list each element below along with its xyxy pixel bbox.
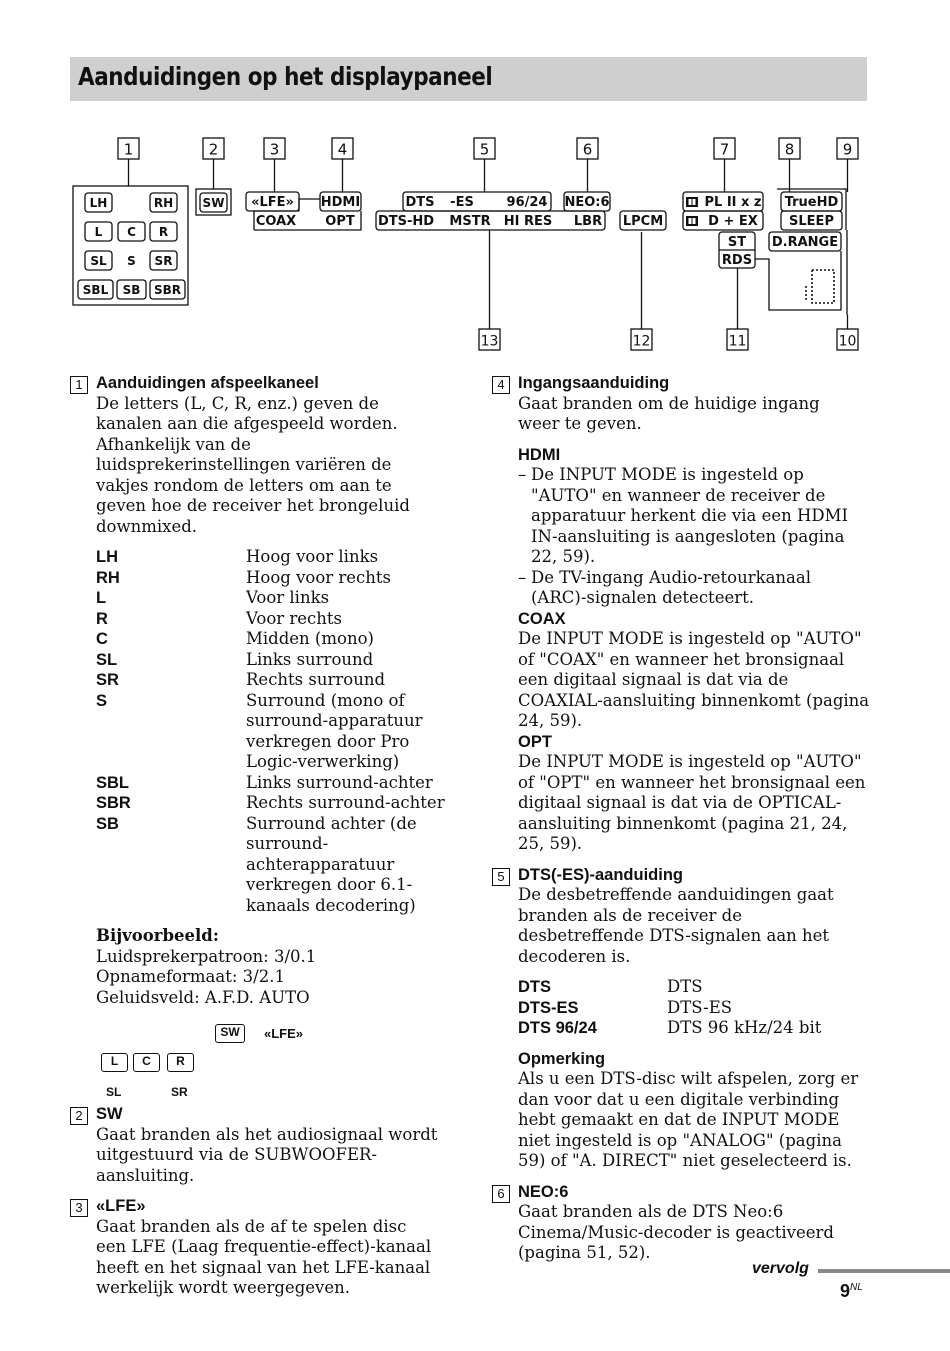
channel-desc: Rechts surround	[246, 670, 386, 689]
sw-indicator: SW	[202, 196, 225, 210]
table-row	[96, 547, 446, 568]
section-number: 5	[492, 868, 510, 886]
dts-9624-indicator: 96/24	[506, 195, 548, 210]
callout-13: 13	[480, 333, 499, 350]
section-4	[497, 373, 870, 855]
example-c: C	[133, 1053, 160, 1072]
page-number	[840, 1281, 863, 1302]
right-column	[497, 373, 870, 1264]
example-line: Opnameformaat: 3/2.1	[96, 967, 285, 986]
continued-label: vervolg	[752, 1260, 809, 1277]
example-r: R	[167, 1053, 194, 1072]
speaker-sbr: SBR	[153, 283, 182, 297]
section-5	[497, 865, 870, 1172]
list-item-text: De TV-ingang Audio-retourkanaal (ARC)-signalen detecteert.	[531, 567, 811, 607]
note-title: Opmerking	[518, 1049, 606, 1068]
channel-desc: Hoog voor rechts	[246, 567, 392, 587]
dts-key: DTS-ES	[518, 998, 579, 1017]
coax-indicator: COAX	[255, 214, 297, 229]
section-title: Aanduidingen afspeelkaneel	[96, 374, 319, 392]
left-column	[75, 373, 456, 1299]
page-number-value: 9	[840, 1281, 851, 1301]
coax-body: De INPUT MODE is ingesteld op "AUTO" of "COAX" en wanneer het bronsignaal een digitaal signaal is dat via de COAXIAL-aansluiting binnenkomt (pagina 24, 59).	[518, 629, 870, 730]
example-l: L	[101, 1053, 128, 1072]
opt-body: De INPUT MODE is ingesteld op "AUTO" of "OPT" en wanneer het bronsignaal een digitaal signaal is dat via de OPTICAL-aansluiting binnenkomt (pagina 21, 24, 25, 59).	[518, 752, 866, 853]
section-body: Gaat branden als de DTS Neo:6 Cinema/Music-decoder is geactiveerd (pagina 51, 52).	[518, 1202, 834, 1262]
note-body: Als u een DTS-disc wilt afspelen, zorg er dan voor dat u een digitale verbinding hebt gemaakt en dat de INPUT MODE niet ingesteld is op "ANALOG" (pagina 59) of "A. DIRECT" niet geselecteerd is.	[518, 1069, 859, 1170]
channel-table	[96, 547, 446, 916]
dts-key: DTS	[518, 978, 551, 996]
section-3	[75, 1196, 456, 1299]
section-6	[497, 1182, 870, 1264]
channel-desc: Links surround-achter	[246, 772, 433, 792]
dts-desc: DTS	[667, 977, 703, 996]
speaker-sr: SR	[154, 254, 173, 268]
callout-8: 8	[784, 140, 795, 159]
channel-key: RH	[96, 568, 120, 587]
speaker-l: L	[94, 225, 103, 239]
continued-bar	[818, 1269, 950, 1273]
section-body: De desbetreffende aanduidingen gaat branden als de receiver de desbetreffende DTS-signalen aan het decoderen is.	[518, 885, 834, 966]
section-number: 3	[70, 1199, 88, 1217]
hdmi-indicator: HDMI	[320, 195, 361, 210]
opt-title: OPT	[518, 732, 552, 751]
channel-key: SBR	[96, 794, 131, 812]
section-1	[75, 373, 456, 1099]
mstr-indicator: MSTR	[449, 214, 491, 229]
st-indicator: ST	[727, 235, 747, 250]
dts-desc: DTS-ES	[667, 997, 733, 1017]
section-2	[75, 1104, 456, 1186]
es-indicator: -ES	[450, 195, 474, 210]
channel-key: C	[96, 630, 108, 648]
table-row	[96, 670, 446, 691]
callout-4: 4	[337, 140, 348, 159]
dolby-d-ex-indicator: D + EX	[708, 214, 758, 229]
speaker-sbl: SBL	[82, 283, 109, 297]
section-title: «LFE»	[96, 1197, 146, 1215]
section-title: Ingangsaanduiding	[518, 374, 670, 392]
callout-10: 10	[838, 333, 857, 350]
example-line: Luidsprekerpatroon: 3/0.1	[96, 946, 317, 966]
channel-desc: Midden (mono)	[246, 629, 374, 648]
channel-desc: Voor links	[246, 588, 330, 607]
speaker-rh: RH	[153, 196, 174, 210]
example-sr: SR	[171, 1085, 188, 1099]
table-row	[518, 998, 821, 1019]
neo6-indicator: NEO:6	[564, 195, 610, 210]
dts-key: DTS 96/24	[518, 1019, 597, 1037]
list-item: – De INPUT MODE is ingesteld op "AUTO" en wanneer de receiver de apparatuur herkent die via een HDMI IN-aansluiting is aangesloten (pagina 22, 59).	[518, 465, 849, 566]
example-lfe: «LFE»	[264, 1026, 304, 1041]
example-title: Bijvoorbeeld:	[96, 926, 219, 945]
section-number: 2	[70, 1107, 88, 1125]
section-title: NEO:6	[518, 1182, 569, 1201]
list-item-text: De INPUT MODE is ingesteld op "AUTO" en wanneer de receiver de apparatuur herkent die via een HDMI IN-aansluiting is aangesloten (pagina 22, 59).	[531, 465, 849, 566]
speaker-c: C	[127, 225, 136, 239]
lfe-indicator: «LFE»	[251, 195, 294, 210]
table-row	[518, 1018, 821, 1039]
dts-indicator: DTS	[405, 195, 435, 210]
channel-key: SL	[96, 650, 118, 669]
callout-3: 3	[269, 140, 280, 159]
callout-9: 9	[842, 140, 853, 159]
callout-11: 11	[728, 333, 747, 350]
section-body: Gaat branden als de af te spelen disc een LFE (Laag frequentie-effect)-kanaal heeft en het signaal van het LFE-kanaal werkelijk wordt weergegeven.	[96, 1216, 432, 1297]
speaker-r: R	[158, 225, 169, 239]
speaker-sb: SB	[122, 283, 141, 297]
channel-key: L	[96, 589, 107, 607]
example-sw: SW	[215, 1024, 245, 1043]
channel-desc: Surround (mono of surround-apparatuur verkregen door Pro Logic-verwerking)	[246, 690, 423, 771]
section-body: Gaat branden als het audiosignaal wordt uitgestuurd via de SUBWOOFER-aansluiting.	[96, 1124, 438, 1185]
table-row	[96, 650, 446, 671]
section-number: 1	[70, 376, 88, 394]
lbr-indicator: LBR	[573, 214, 603, 229]
callout-5: 5	[479, 140, 490, 159]
example-line: Geluidsveld: A.F.D. AUTO	[96, 987, 310, 1007]
section-body: Gaat branden om de huidige ingang weer te geven.	[518, 393, 820, 433]
sleep-indicator: SLEEP	[789, 214, 834, 229]
channel-desc: Hoog voor links	[246, 547, 379, 566]
channel-desc: Links surround	[246, 649, 374, 669]
callout-1: 1	[123, 140, 134, 159]
table-row	[96, 793, 446, 814]
display-panel-diagram	[0, 0, 950, 360]
lpcm-indicator: LPCM	[622, 214, 664, 229]
speaker-s: S	[127, 254, 136, 268]
page-title: Aanduidingen op het displaypaneel	[78, 62, 493, 91]
section-number: 6	[492, 1185, 510, 1203]
channel-desc: Voor rechts	[246, 608, 343, 628]
callout-2: 2	[208, 140, 219, 159]
channel-desc: Rechts surround-achter	[246, 793, 445, 812]
channel-desc: Surround achter (de surround-achterapparatuur verkregen door 6.1-kanaals decodering)	[246, 813, 417, 915]
list-item: – De TV-ingang Audio-retourkanaal (ARC)-signalen detecteert.	[518, 567, 811, 607]
hi-res-indicator: HI RES	[503, 214, 553, 229]
channel-key: S	[96, 691, 108, 710]
channel-key: SB	[96, 814, 119, 833]
example-sl: SL	[106, 1085, 122, 1099]
table-row	[518, 977, 821, 998]
channel-key: R	[96, 609, 108, 628]
channel-key: SBL	[96, 773, 129, 792]
table-row	[96, 691, 446, 773]
callout-7: 7	[719, 140, 730, 159]
speaker-lh: LH	[89, 196, 108, 210]
section-title: SW	[96, 1105, 123, 1123]
coax-title: COAX	[518, 609, 566, 628]
page-number-suffix: NL	[850, 1282, 863, 1293]
callout-12: 12	[632, 333, 651, 350]
channel-key: SR	[96, 671, 119, 689]
dts-table	[518, 977, 821, 1039]
callout-6: 6	[582, 140, 593, 159]
table-row	[96, 773, 446, 794]
truehd-indicator: TrueHD	[784, 195, 839, 210]
example-display	[96, 1008, 456, 1099]
pl-ii-indicator: PL II x z	[704, 195, 762, 210]
table-row	[96, 568, 446, 589]
table-row	[96, 814, 446, 917]
rds-indicator: RDS	[721, 253, 753, 268]
table-row	[96, 609, 446, 630]
table-row	[96, 588, 446, 609]
section-number: 4	[492, 376, 510, 394]
table-row	[96, 629, 446, 650]
section-body: De letters (L, C, R, enz.) geven de kanalen aan die afgespeeld worden. Afhankelijk van de luidsprekerinstellingen variëren de vakjes rondom de letters om aan te geven hoe de receiver het brongeluid downmixed.	[96, 393, 410, 536]
opt-indicator: OPT	[325, 214, 355, 229]
dts-desc: DTS 96 kHz/24 bit	[667, 1018, 822, 1037]
dts-hd-indicator: DTS-HD	[377, 214, 435, 229]
hdmi-title: HDMI	[518, 445, 561, 464]
d-range-indicator: D.RANGE	[771, 235, 839, 250]
section-title: DTS(-ES)-aanduiding	[518, 865, 683, 884]
channel-key: LH	[96, 548, 118, 566]
speaker-sl: SL	[90, 254, 107, 268]
